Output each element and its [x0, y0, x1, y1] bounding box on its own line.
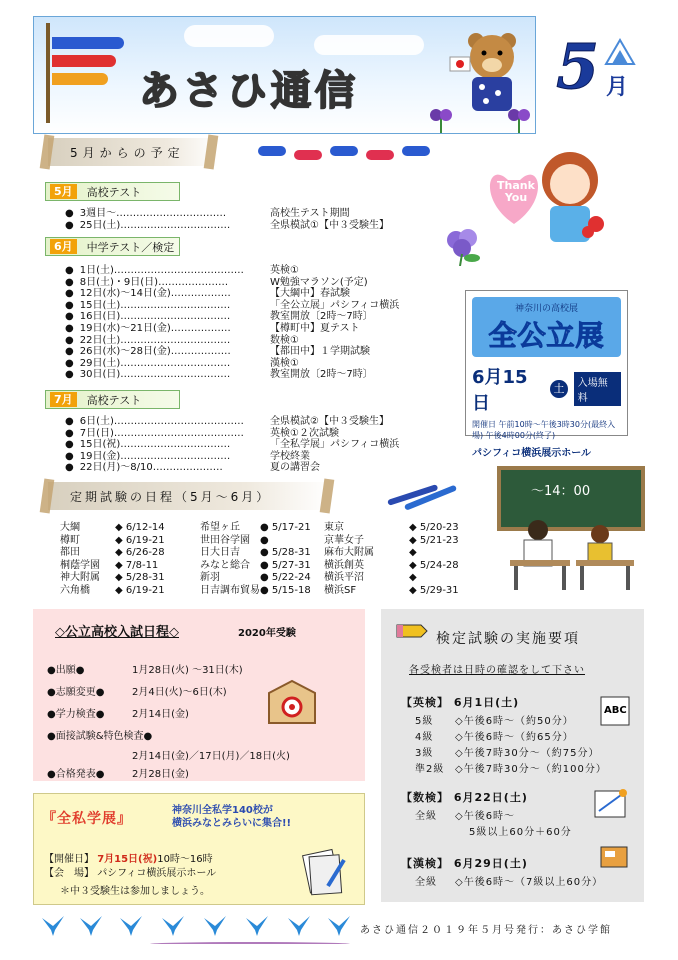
swallow-icon	[160, 912, 186, 938]
exams-heading: 定期試験の日程（5月〜6月）	[48, 482, 330, 510]
kentei-note: 各受検者は日時の確認をして下さい	[409, 665, 585, 676]
schedule-heading: 5月からの予定	[48, 138, 218, 166]
list-item: 2月14日(金)／17日(月)／18日(火)	[132, 751, 290, 762]
hydrangea-icon	[440, 224, 486, 266]
swallow-icon	[40, 912, 66, 938]
eiken-heading: 【英検】 6月1日(土)	[401, 696, 520, 709]
expo-title: 『全私学展』	[42, 811, 132, 827]
poster-banner	[472, 297, 621, 357]
cloud-decoration	[314, 35, 424, 55]
eiken-grade: 3級	[415, 748, 434, 759]
list-item: ● 19日(金)…………………………… 学校終業	[65, 451, 399, 463]
iris-flower-icon	[424, 107, 458, 133]
expo-place: 【会 場】 パシフィコ横浜展示ホール	[44, 868, 217, 879]
eiken-time: ◇午後7時30分〜（約100分）	[455, 764, 607, 775]
notebook-icon	[298, 846, 348, 896]
list-item: ● 22日(月)〜8/10………………… 夏の講習会	[65, 462, 399, 474]
kentei-box	[381, 609, 644, 902]
poster-title: 全公立展	[488, 319, 605, 352]
poster-day: 土	[550, 380, 568, 398]
clock-time: 〜14：00	[531, 484, 591, 499]
students-desk-icon	[500, 500, 640, 592]
list-item: ●合格発表● 2月28日(金)	[47, 769, 189, 780]
table-row: 桐蔭学園 ◆ 7/8-11 みなと総合 ● 5/27-31 横浜創英 ◆ 5/24-28	[60, 559, 459, 571]
private-school-expo-box	[33, 793, 365, 905]
list-item: ● 6日(土)………………………………… 全県模試②【中３受験生】	[65, 416, 399, 428]
poster-date-text: 6月15日	[472, 367, 528, 414]
list-item: ●志願変更● 2月4日(火)〜6日(木)	[47, 687, 227, 698]
suken-time: ◇午後6時〜	[455, 811, 516, 822]
swallow-icon	[78, 912, 104, 938]
poster-time: 開催日 午前10時〜午後3時30分(最終入場) 午後4時00分(終了)	[472, 420, 616, 440]
list-item: ● 19日(水)〜21日(金)……………… 【樽町中】夏テスト	[65, 323, 399, 335]
header-banner	[33, 16, 536, 134]
list-item: ● 25日(土)…………………………… 全県模試①【中３受験生】	[65, 220, 389, 232]
list-item: ● 26日(水)〜28日(金)……………… 【都田中】１学期試験	[65, 346, 399, 358]
list-item: ● 16日(日)…………………………… 教室開放〔2時〜7時〕	[65, 311, 399, 323]
june-schedule-list	[65, 265, 399, 381]
suken-time: 5級以上60分＋60分	[469, 827, 572, 838]
month-label: 高校テスト	[86, 393, 142, 407]
month-tag-june	[45, 237, 180, 256]
expo-date: 【開催日】 7月15日(祝)10時〜16時	[44, 854, 213, 865]
koinobori-icon	[52, 37, 124, 49]
list-item: ● 12日(水)〜14日(金)……………… 【大綱中】春試験	[65, 288, 399, 300]
eiken-time: ◇午後7時30分〜（約75分）	[455, 748, 600, 759]
eiken-time: ◇午後6時〜（約50分）	[455, 716, 574, 727]
eiken-grade: 4級	[415, 732, 434, 743]
exam-dates-table	[60, 522, 469, 598]
list-item: ● 30日(日)…………………………… 教室開放〔2時〜7時〕	[65, 369, 399, 381]
eiken-grade: 準2級	[415, 764, 445, 775]
list-item: ● 29日(土)…………………………… 漢検①	[65, 358, 399, 370]
entrance-exam-box	[33, 609, 365, 781]
list-item: ● 15日(土)…………………………… 「全公立展」パシフィコ横浜	[65, 300, 399, 312]
month-number: 5	[556, 30, 600, 103]
iris-flower-icon	[502, 107, 536, 133]
koinobori-pole	[46, 23, 50, 123]
table-row: 都田 ◆ 6/26-28 日大日吉 ● 5/28-31 麻布大附属 ◆	[60, 547, 417, 559]
swallow-icon	[244, 912, 270, 938]
list-item: ● 22日(土)…………………………… 数検①	[65, 335, 399, 347]
entrance-title: ◇公立高校入試日程◇	[55, 625, 179, 640]
kabuto-icon	[602, 36, 638, 66]
eiken-time: ◇午後6時〜（約65分）	[455, 732, 574, 743]
month-label: 高校テスト	[86, 185, 142, 199]
list-item: ●面接試験&特色検査●	[47, 731, 153, 742]
zenkoritsu-poster	[465, 290, 628, 459]
koinobori-icon	[52, 73, 108, 85]
table-row: 神大附属 ◆ 5/28-31 新羽 ● 5/22-24 横浜平沼 ◆	[60, 572, 417, 584]
month-label: 中学テスト／検定	[86, 240, 175, 254]
kanken-heading: 【漢検】 6月29日(土)	[401, 857, 528, 870]
list-item: ● 7日(日)………………………………… 英検①２次試験	[65, 428, 399, 440]
koinobori-row-icon	[258, 140, 438, 166]
eiken-grade: 5級	[415, 716, 434, 727]
month-tag-may	[45, 182, 180, 201]
month-num: 6月	[50, 239, 77, 254]
kanken-time: ◇午後6時〜（7級以上60分）	[455, 877, 604, 888]
expo-subtitle: 神奈川全私学140校が 横浜みなとみらいに集合!!	[172, 805, 292, 829]
svg-text:ABC: ABC	[604, 705, 627, 716]
poster-date	[472, 363, 621, 415]
list-item: ● 8日(土)・9日(日)………………… W勉強マラソン(予定)	[65, 277, 399, 289]
kentei-title: 検定試験の実施要項	[436, 631, 580, 647]
month-tag-july	[45, 390, 180, 409]
math-drawing-icon	[593, 787, 631, 821]
month-num: 5月	[50, 184, 77, 199]
list-item: ● 3週目〜…………………………… 高校生テスト期間	[65, 208, 389, 220]
table-row: 大綱 ◆ 6/12-14 希望ヶ丘 ● 5/17-21 東京 ◆ 5/20-23	[60, 522, 459, 533]
list-item: ●出願● 1月28日(火) 〜31日(木)	[47, 665, 243, 676]
poster-subtitle: 神奈川の高校展	[514, 304, 578, 314]
table-row: 樽町 ◆ 6/19-21 世田谷学園 ● 京華女子 ◆ 5/21-23	[60, 534, 459, 546]
swallow-icon	[202, 912, 228, 938]
july-schedule-list	[65, 416, 399, 474]
footer-publisher: あさひ通信２０１９年５月号発行：あさひ学館	[360, 925, 612, 936]
suken-heading: 【数検】 6月22日(土)	[401, 791, 528, 804]
koinobori-icon	[52, 55, 116, 67]
swallow-icon	[326, 912, 352, 938]
pencil-icon	[395, 621, 429, 641]
thank-you-text: Thank You	[497, 179, 535, 204]
kanken-grade: 全級	[415, 877, 437, 888]
cloud-decoration	[184, 25, 274, 47]
table-row: 六角橋 ◆ 6/19-21 日吉調布貿易 ● 5/15-18 横浜SF ◆ 5/29-31	[60, 584, 459, 596]
dictionary-icon	[599, 843, 629, 871]
list-item: ● 1日(土)………………………………… 英検①	[65, 265, 399, 277]
poster-place: パシフィコ横浜展示ホール	[472, 448, 591, 459]
list-item: ●学力検査● 2月14日(金)	[47, 709, 189, 720]
newsletter-title: あさひ通信	[139, 67, 359, 114]
swallow-icon	[286, 912, 312, 938]
month-suffix: 月	[606, 75, 629, 100]
entrance-year: 2020年受験	[238, 628, 296, 639]
suken-grade: 全級	[415, 811, 437, 822]
swallow-icon	[118, 912, 144, 938]
poster-free-badge: 入場無料	[574, 372, 621, 406]
ema-plaque-icon	[265, 679, 319, 725]
list-item: ● 15日(祝)…………………………… 「全私学展」パシフィコ横浜	[65, 439, 399, 451]
wave-decoration	[150, 942, 350, 946]
expo-note: ＊中３受験生は参加しましょう。	[60, 886, 210, 897]
abc-notebook-icon	[599, 695, 633, 727]
may-schedule-list	[65, 208, 389, 231]
month-num: 7月	[50, 392, 77, 407]
